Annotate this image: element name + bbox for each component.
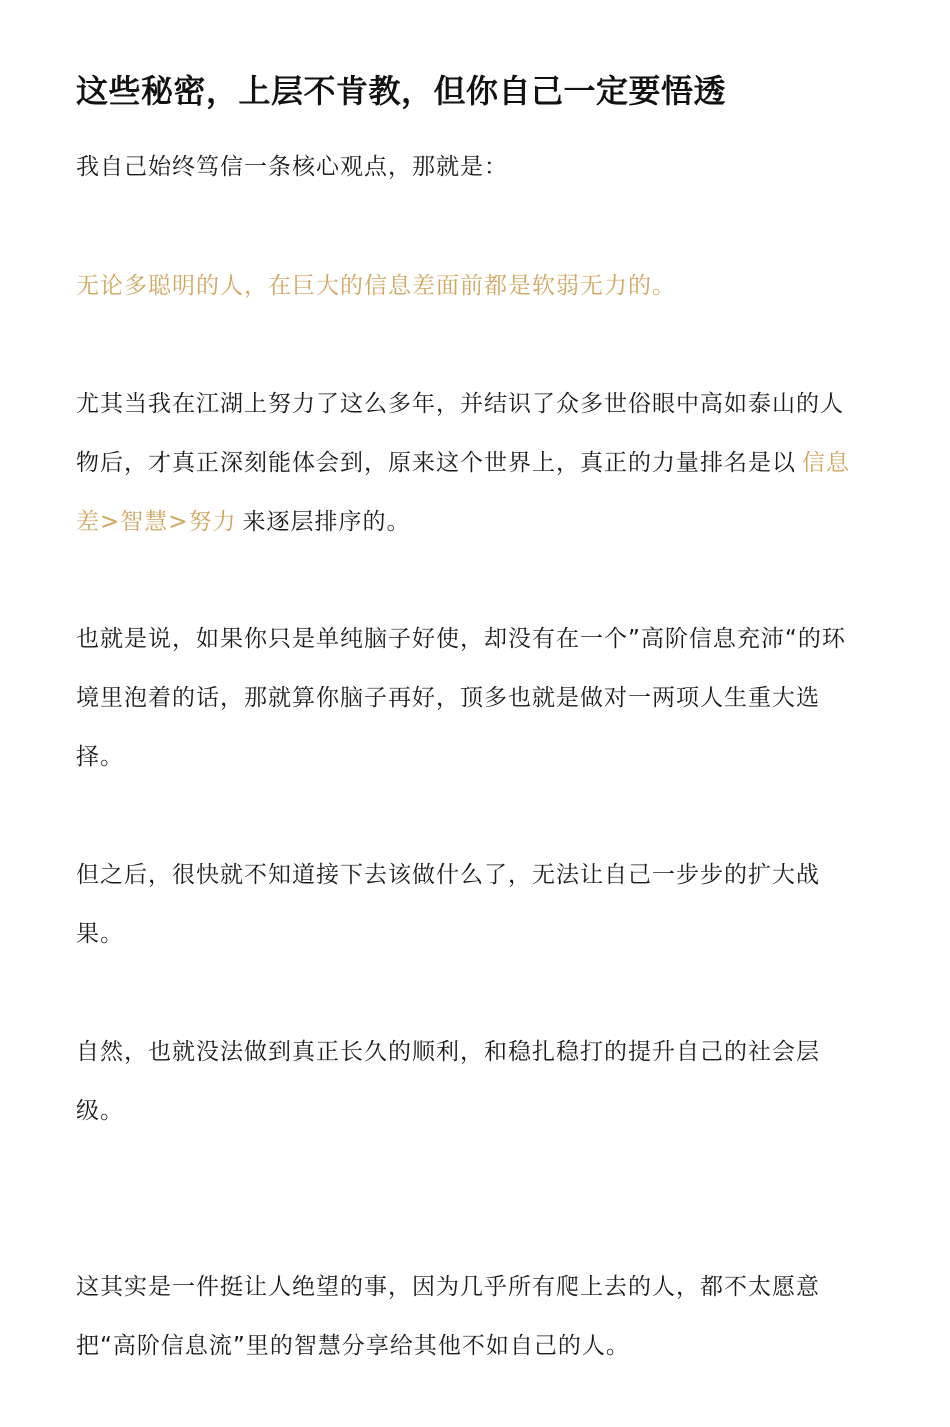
- paragraph-ranking: [76, 375, 866, 552]
- paragraph-ranking-text-before: 尤其当我在江湖上努力了这么多年，并结识了众多世俗眼中高如泰山的人物后，才真正深刻能体会到，原来这个世界上，真正的力量排名是以: [76, 391, 844, 476]
- paragraph-ranking-text-after: 来逐层排序的。: [242, 509, 411, 535]
- paragraph-intro: 我自己始终笃信一条核心观点，那就是：: [76, 154, 508, 180]
- article-title: 这些秘密，上层不肯教，但你自己一定要悟透: [76, 72, 727, 110]
- ranking-highlight: 信息差>智慧>努力: [76, 450, 850, 535]
- paragraph-despair: 这其实是一件挺让人绝望的事，因为几乎所有爬上去的人，都不太愿意把“高阶信息流”里的智慧分享给其他不如自己的人。: [76, 1274, 820, 1359]
- paragraph-environment: 也就是说，如果你只是单纯脑子好使，却没有在一个”高阶信息充沛“的环境里泡着的话，那就算你脑子再好，顶多也就是做对一两项人生重大选择。: [76, 626, 846, 770]
- paragraph-naturally: 自然，也就没法做到真正长久的顺利，和稳扎稳打的提升自己的社会层级。: [76, 1039, 820, 1124]
- highlight-quote: 无论多聪明的人，在巨大的信息差面前都是软弱无力的。: [76, 273, 676, 299]
- paragraph-after: 但之后，很快就不知道接下去该做什么了，无法让自己一步步的扩大战果。: [76, 862, 820, 947]
